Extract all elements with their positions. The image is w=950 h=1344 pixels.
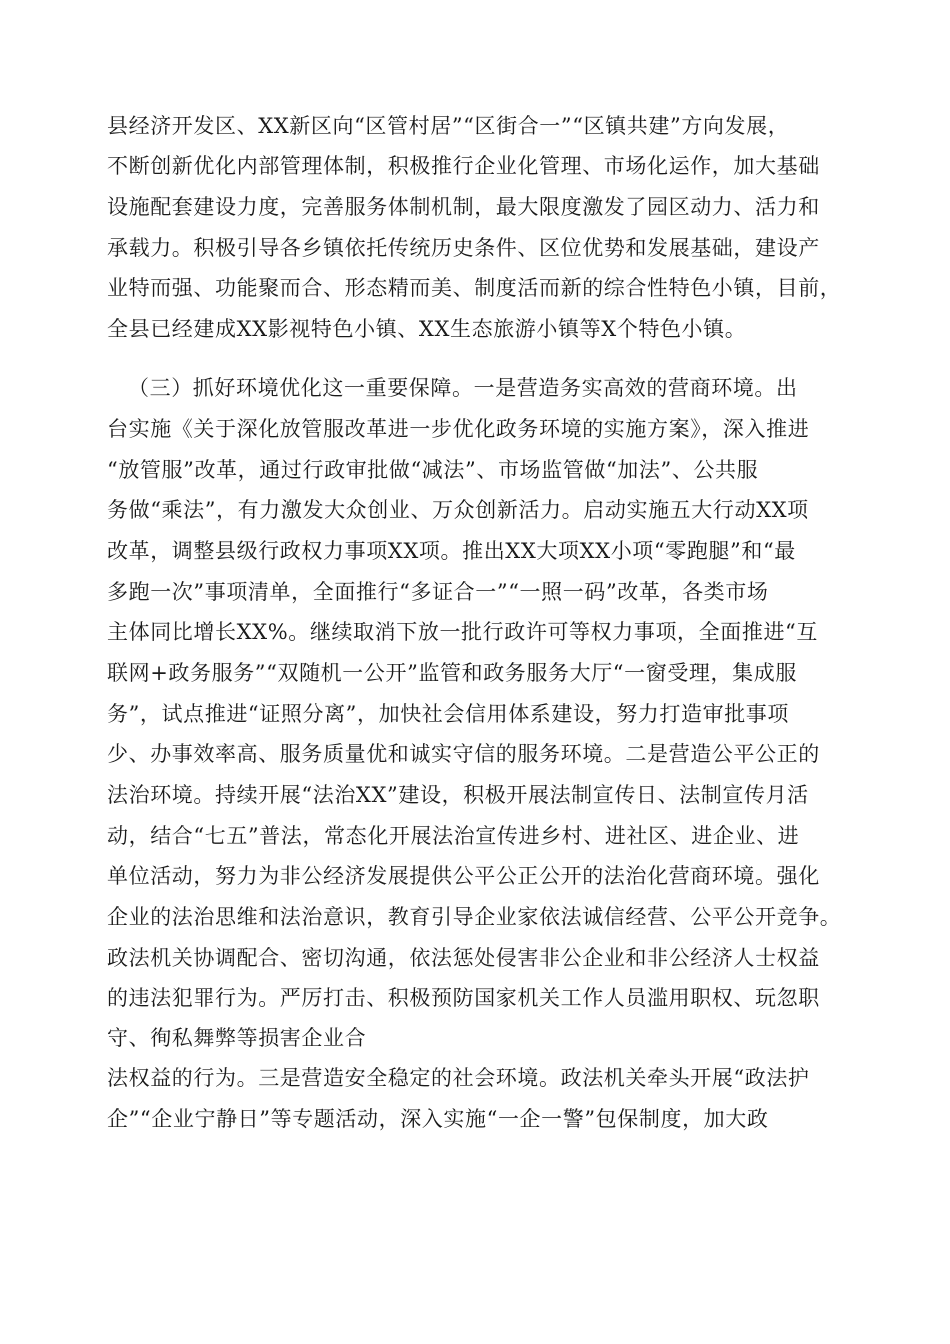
- text-line: 动，结合“七五”普法，常态化开展法治宣传进乡村、进社区、进企业、进: [107, 824, 800, 848]
- text-line: 台实施《关于深化放管服改革进一步优化政务环境的实施方案》，深入推进: [107, 417, 810, 441]
- text-line: 单位活动，努力为非公经济发展提供公平公正公开的法治化营商环境。强化: [107, 864, 820, 888]
- text-line: 设施配套建设力度，完善服务体制机制，最大限度激发了园区动力、活力和: [107, 195, 820, 219]
- text-line: 改革，调整县级行政权力事项XX项。推出XX大项XX小项“零跑腿”和“最: [107, 539, 796, 563]
- text-line: 联网+政务服务”“双随机一公开”监管和政务服务大厅“一窗受理，集成服: [107, 661, 797, 685]
- text-line: 全县已经建成XX影视特色小镇、XX生态旅游小镇等X个特色小镇。: [107, 317, 747, 341]
- text-line: 不断创新优化内部管理体制，积极推行企业化管理、市场化运作，加大基础: [107, 154, 820, 178]
- text-line: 的违法犯罪行为。严厉打击、积极预防国家机关工作人员滥用职权、玩忽职: [107, 986, 820, 1010]
- text-line: 主体同比增长XX%。继续取消下放一批行政许可等权力事项，全面推进“互: [107, 620, 818, 644]
- text-line: （三）抓好环境优化这一重要保障。一是营造务实高效的营商环境。出: [128, 376, 798, 400]
- text-line: “放管服”改革，通过行政审批做“减法”、市场监管做“加法”、公共服: [107, 458, 759, 482]
- text-line: 务”，试点推进“证照分离”，加快社会信用体系建设，努力打造审批事项: [107, 702, 790, 726]
- text-line: 法权益的行为。三是营造安全稳定的社会环境。政法机关牵头开展“政法护: [107, 1066, 810, 1090]
- text-line: 业特而强、功能聚而合、形态精而美、制度活而新的综合性特色小镇，目前，: [107, 276, 842, 300]
- text-line: 法治环境。持续开展“法治XX”建设，积极开展法制宣传日、法制宣传月活: [107, 783, 809, 807]
- text-line: 企”“企业宁静日”等专题活动，深入实施“一企一警”包保制度，加大政: [107, 1107, 769, 1131]
- text-line: 少、办事效率高、服务质量优和诚实守信的服务环境。二是营造公平公正的: [107, 742, 820, 766]
- text-line: 政法机关协调配合、密切沟通，依法惩处侵害非公企业和非公经济人士权益: [107, 946, 820, 970]
- text-line: 守、徇私舞弊等损害企业合: [107, 1026, 367, 1050]
- text-line: 多跑一次”事项清单，全面推行“多证合一”“一照一码”改革，各类市场: [107, 580, 769, 604]
- text-line: 企业的法治思维和法治意识，教育引导企业家依法诚信经营、公平公开竞争。: [107, 905, 842, 929]
- text-line: 承载力。积极引导各乡镇依托传统历史条件、区位优势和发展基础，建设产: [107, 236, 820, 260]
- text-line: 务做“乘法”，有力激发大众创业、万众创新活力。启动实施五大行动XX项: [107, 498, 809, 522]
- text-line: 县经济开发区、XX新区向“区管村居”“区街合一”“区镇共建”方向发展，: [107, 114, 790, 138]
